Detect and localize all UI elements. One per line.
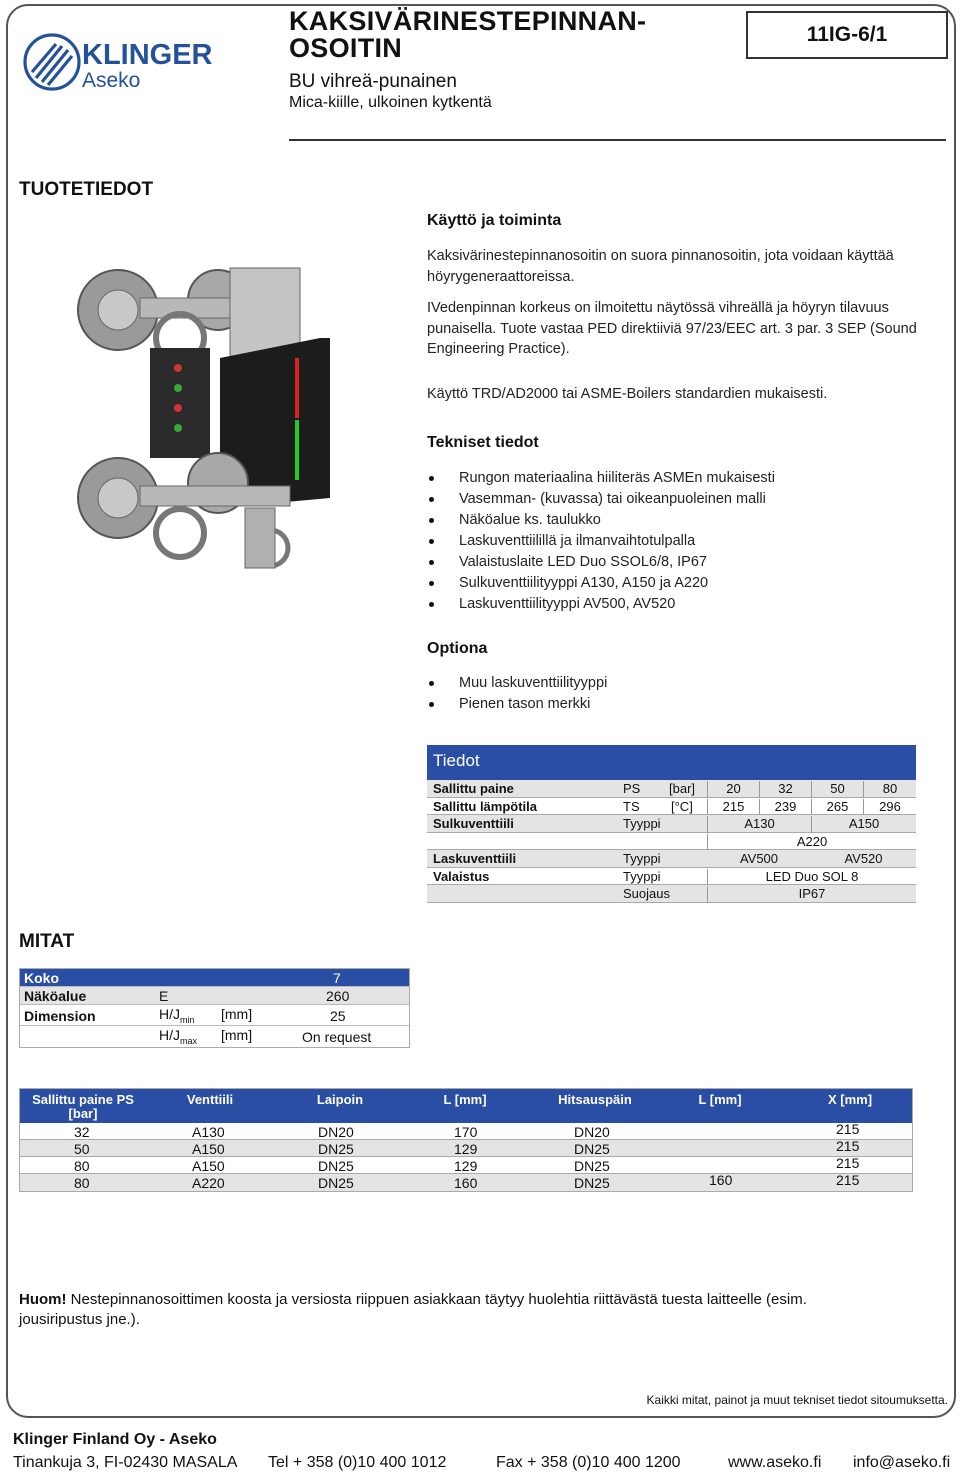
table-cell: 50 [74, 1141, 90, 1157]
table-cell: DN25 [574, 1158, 610, 1174]
size-value: 7 [333, 970, 341, 986]
usage-paragraph-3: Käyttö TRD/AD2000 tai ASME-Boilers standardien mukaisesti. [427, 386, 828, 402]
table-cell: 50 [811, 781, 863, 798]
table-cell: 265 [811, 799, 863, 816]
table-cell: DN20 [574, 1124, 610, 1140]
table-row [20, 1026, 409, 1047]
doc-code-box: 11IG-6/1 [746, 11, 948, 59]
table-cell: DN25 [574, 1175, 610, 1191]
footer-fax: Fax + 358 (0)10 400 1200 [496, 1454, 681, 1471]
type-label: Tyyppi [623, 816, 661, 831]
hmin-symbol: H/J [159, 1006, 180, 1022]
table-cell: 80 [74, 1158, 90, 1174]
table-cell: DN25 [574, 1141, 610, 1157]
type-label: Tyyppi [623, 868, 661, 884]
table-cell: DN25 [318, 1141, 354, 1157]
table-cell: AV520 [844, 851, 883, 866]
tiedot-table [427, 745, 916, 903]
list-item: Laskuventtiilityyppi AV500, AV520 [427, 594, 775, 615]
table-cell: DN25 [318, 1175, 354, 1191]
hmin-value: 25 [330, 1008, 346, 1024]
header-divider [289, 139, 946, 141]
view-label: Näköalue [24, 988, 87, 1004]
temp-symbol: TS [623, 798, 640, 814]
table-row [20, 1005, 409, 1026]
list-item: Näköalue ks. taulukko [427, 510, 775, 531]
doc-subtitle-2: Mica-kiille, ulkoinen kytkentä [289, 94, 492, 111]
table-cell: 215 [836, 1121, 860, 1137]
table-cell: 215 [707, 799, 759, 816]
drain-label: Laskuventtiili [433, 851, 517, 866]
note-text: Nestepinnanosoittimen koosta ja versiosta riippuen asiakkaan täytyy huolehtia riittävästä tuesta laitteelle (esim. jousiripustus jne.). [19, 1291, 807, 1328]
footer-address: Tinankuja 3, FI-02430 MASALA [13, 1454, 238, 1471]
list-item: Muu laskuventtiilityyppi [427, 673, 607, 694]
size-label: Koko [24, 970, 59, 986]
table-cell: DN25 [318, 1158, 354, 1174]
table-cell: A220 [192, 1175, 225, 1191]
table-cell: 160 [454, 1175, 478, 1191]
table-row [20, 969, 409, 987]
protection-label: Suojaus [623, 886, 670, 901]
disclaimer: Kaikki mitat, painot ja muut tekniset tiedot sitoumuksetta. [646, 1393, 948, 1407]
column-header: Venttiili [186, 1092, 234, 1107]
logo-brand: KLINGER [82, 39, 213, 71]
company-name: Klinger Finland Oy - Aseko [13, 1431, 217, 1448]
table-cell: 32 [74, 1124, 90, 1140]
table-row [20, 1174, 912, 1191]
note-bold: Huom! [19, 1291, 67, 1308]
column-header: Sallittu paine PS [bar] [32, 1092, 134, 1121]
list-item: Pienen tason merkki [427, 694, 607, 715]
list-item: Laskuventtiilillä ja ilmanvaihtotulpalla [427, 531, 775, 552]
table-cell: 239 [759, 799, 811, 816]
list-item: Sulkuventtiilityyppi A130, A150 ja A220 [427, 573, 775, 594]
table-cell: A150 [811, 816, 916, 833]
mitat-table [19, 968, 410, 1048]
note-paragraph [19, 1290, 839, 1330]
table-row [427, 798, 916, 816]
list-item: Rungon materiaalina hiiliteräs ASMEn mukaisesti [427, 468, 775, 489]
unit-label: [mm] [221, 1006, 253, 1022]
section-title-mitat: MITAT [19, 931, 75, 952]
tech-list [427, 468, 775, 615]
hmax-value: On request [302, 1029, 372, 1045]
table-cell: 32 [759, 781, 811, 798]
column-header: Laipoin [316, 1092, 364, 1107]
table-cell: 20 [707, 781, 759, 798]
table-cell: A150 [192, 1158, 225, 1174]
usage-paragraph-1: Kaksivärinestepinnanosoitin on suora pinnanosoitin, jota voidaan käyttää höyrygeneraattoreissa. [427, 248, 894, 285]
doc-subtitle: BU vihreä-punainen [289, 71, 457, 92]
column-header: X [mm] [827, 1092, 873, 1107]
tiedot-title: Tiedot [427, 745, 916, 780]
table-cell: LED Duo SOL 8 [707, 869, 916, 886]
logo-sub: Aseko [82, 69, 141, 92]
table-cell: 215 [836, 1138, 860, 1154]
table-cell: IP67 [707, 886, 916, 903]
view-symbol: E [159, 988, 169, 1004]
table-row [427, 833, 916, 851]
hmax-sub: max [180, 1035, 198, 1046]
table-row [20, 1140, 912, 1157]
hmin-sub: min [180, 1014, 195, 1025]
type-label: Tyyppi [623, 851, 661, 866]
view-value: 260 [326, 988, 350, 1004]
tech-heading: Tekniset tiedot [427, 434, 539, 451]
table-cell: A220 [707, 834, 916, 851]
option-list [427, 673, 607, 715]
doc-title-line1: KAKSIVÄRINESTEPINNAN- [289, 6, 647, 36]
table-row [427, 815, 916, 833]
table-cell: 170 [454, 1124, 478, 1140]
table-cell: A150 [192, 1141, 225, 1157]
footer-email[interactable]: info@aseko.fi [853, 1454, 951, 1471]
klinger-logo [22, 32, 252, 94]
usage-heading: Käyttö ja toiminta [427, 212, 562, 229]
table-cell: 215 [836, 1172, 860, 1188]
table-header-row [20, 1089, 912, 1123]
title-block [289, 8, 739, 112]
pressure-label: Sallittu paine [433, 781, 514, 796]
level-gauge-illustration [70, 258, 410, 583]
pressure-unit: [bar] [669, 781, 696, 796]
column-header: L [mm] [443, 1092, 487, 1107]
table-cell: 215 [836, 1155, 860, 1171]
table-row [427, 868, 916, 886]
table-cell: DN20 [318, 1124, 354, 1140]
table-row [427, 885, 916, 903]
table-row [427, 780, 916, 798]
table-cell: 160 [709, 1172, 733, 1188]
temp-label: Sallittu lämpötila [433, 798, 538, 814]
table-cell: 129 [454, 1141, 478, 1157]
section-title-product: TUOTETIEDOT [19, 179, 154, 200]
list-item: Vasemman- (kuvassa) tai oikeanpuoleinen malli [427, 489, 775, 510]
list-item: Valaistuslaite LED Duo SSOL6/8, IP67 [427, 552, 775, 573]
hmax-symbol: H/J [159, 1027, 180, 1043]
column-header: L [mm] [698, 1092, 742, 1107]
table-cell: 80 [74, 1175, 90, 1191]
table-cell: 129 [454, 1158, 478, 1174]
light-label: Valaistus [433, 868, 490, 884]
table-cell: A130 [192, 1124, 225, 1140]
table-row [427, 850, 916, 868]
footer-tel: Tel + 358 (0)10 400 1012 [268, 1454, 447, 1471]
table-cell: A130 [707, 816, 811, 833]
temp-unit: [°C] [671, 798, 693, 814]
table-row [20, 987, 409, 1005]
option-heading: Optiona [427, 640, 488, 657]
table-cell: 80 [863, 781, 916, 798]
table-cell: AV500 [739, 851, 779, 866]
table-row [20, 1123, 912, 1140]
pressure-symbol: PS [623, 781, 641, 796]
table-cell: 296 [863, 799, 916, 816]
unit-label: [mm] [221, 1027, 253, 1043]
table-row [20, 1157, 912, 1174]
doc-title-line2: OSOITIN [289, 33, 403, 63]
footer-web[interactable]: www.aseko.fi [728, 1454, 822, 1471]
column-header: Hitsauspäin [558, 1092, 632, 1107]
shutoff-label: Sulkuventtiili [433, 816, 514, 831]
dimensions-table [19, 1088, 913, 1192]
dimension-label: Dimension [24, 1008, 96, 1024]
usage-paragraph-2: IVedenpinnan korkeus on ilmoitettu näytössä vihreällä ja höyryn tilavuus punaisella. Tuote vastaa PED direktiiviä 97/23/EEC art. 3 par. 3 SEP (Sound Engineering Practice). [427, 300, 917, 357]
